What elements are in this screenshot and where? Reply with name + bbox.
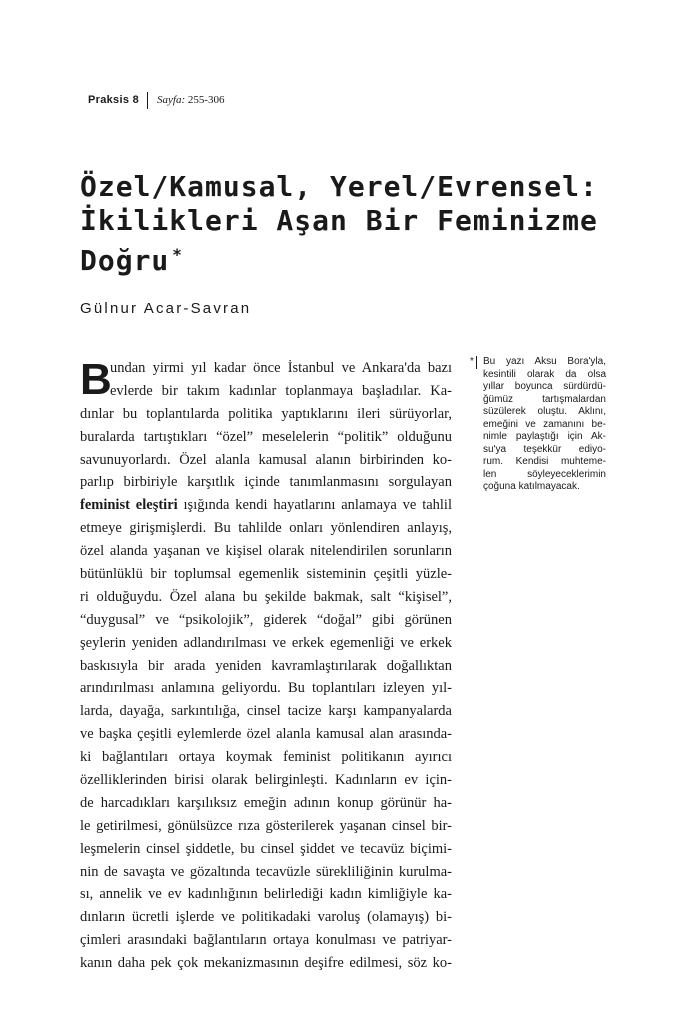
body-line-rest: ışığında kendi hayatlarını anlamaya ve tahlil: [177, 497, 452, 514]
footnote-marker: [470, 356, 477, 369]
article-title: [80, 170, 598, 278]
running-header: [88, 92, 225, 108]
body-line: leşmelerin cinsel şiddetle, bu cinsel şiddet ve tecavüz biçimi-: [80, 840, 452, 857]
body-line: savunuyorlardı. Özel alanla kamusal alanın birbirinden ko-: [80, 451, 452, 468]
footnote-asterisk: *: [470, 356, 474, 367]
footnote-bar: [476, 356, 477, 369]
page-range-value: 255-306: [187, 94, 225, 106]
body-line: sı, annelik ve ev kadınlığının belirlediği kadın kimliğiyle ka-: [80, 886, 452, 903]
body-line: kanın daha pek çok mekanizmasının deşifre edilmesi, söz ko-: [80, 955, 452, 972]
body-line: le getirilmesi, gönülsüzce rıza gösterilerek yaşanan cinsel bir-: [80, 817, 452, 834]
body-line: ri olduğuydu. Özel alana bu şekilde bakmak, salt “kişisel”,: [80, 588, 452, 605]
footnote-line: süzülerek oluştu. Aklını,: [483, 406, 606, 417]
page-range: [157, 94, 225, 106]
body-line: buralarda tartıştıkları “özel” meselelerin “politik” olduğunu: [80, 428, 452, 445]
title-line-1: Özel/Kamusal, Yerel/Evrensel:: [80, 170, 598, 203]
footnote-line: çoğuna katılmayacak.: [483, 481, 580, 492]
footnote-text: [470, 356, 606, 494]
body-line: parlıp birbiriyle karşıtlık içinde tanımlanmasını sorgulayan: [80, 474, 452, 491]
body-line: nin de savaşta ve gözaltında tecavüzle sürekliliğinin kurulma-: [80, 863, 452, 880]
body-line: çimleri arasındaki bağlantıların ortaya konulması ve patriyar-: [80, 932, 452, 949]
footnote-line: su'ya teşekkür ediyo-: [483, 443, 606, 455]
title-line-2: İkilikleri Aşan Bir Feminizme: [80, 204, 598, 237]
author-name: Gülnur Acar-Savran: [80, 300, 252, 317]
body-line: özelliklerinden birisi olarak belirginleşti. Kadınların ev için-: [80, 772, 452, 789]
body-line: özel alanda yaşanan ve kişisel olarak nitelendirilen sorunların: [80, 543, 452, 560]
header-separator: [147, 92, 148, 109]
body-line: baskısıyla bir arada yeniden kavramlaştırılarak doğallıktan: [80, 657, 452, 674]
footnote-line: Bu yazı Aksu Bora'yla,: [483, 356, 606, 367]
footnote-line: rum. Kendisi muhteme-: [483, 456, 606, 467]
footnote-line: emeğini ve zamanını be-: [483, 418, 606, 430]
body-line: dınlar bu toplantılarda politika yaptıklarını ileri sürüyorlar,: [80, 405, 452, 422]
bold-term: feminist eleştiri: [80, 497, 178, 514]
article-body: [80, 357, 452, 975]
drop-cap: B: [80, 355, 112, 404]
journal-name: Praksis 8: [88, 94, 140, 106]
body-line: arındırılması anlamına geliyordu. Bu toplantıları izleyen yıl-: [80, 680, 452, 697]
footnote-line: kesintili olarak da olsa: [483, 368, 606, 380]
body-line: larda, dayağa, sarkıntılığa, cinsel tacize karşı kampanyalarda: [80, 703, 452, 720]
footnote-line: nimle paylaştığı için Ak-: [483, 431, 606, 442]
body-line: ki bağlantıları ortaya koymak feminist politikanın ayırıcı: [80, 749, 452, 766]
body-line: undan yirmi yıl kadar önce İstanbul ve Ankara'da bazı: [110, 360, 452, 376]
page-range-label: Sayfa:: [157, 94, 186, 106]
body-line: “duygusal” ve “psikolojik”, giderek “doğal” gibi görünen: [80, 611, 452, 628]
title-line-3-text: Doğru: [80, 244, 170, 277]
body-line: ve başka çeşitli eylemlerde özel alanla kamusal alan arasında-: [80, 726, 452, 743]
body-line: bütünlüklü bir toplumsal egemenlik sisteminin çeşitli yüzle-: [80, 566, 452, 583]
body-line: de harcadıkları karşılıksız emeğin adının konup görünür ha-: [80, 794, 452, 811]
body-line: dınların ücretli işlerde ve politikadaki varoluş (olamayış) bi-: [80, 909, 452, 926]
body-line: etmeye girişmişlerdi. Bu tahlilde onları yönlendiren anlayış,: [80, 520, 452, 537]
body-line: [80, 494, 452, 517]
footnote: [470, 356, 606, 494]
body-line: şeylerin yeniden adlandırılması ve erkek egemenliği ve erkek: [80, 634, 452, 651]
footnote-line: ğümüz tartışmalardan: [483, 393, 606, 405]
footnote-line: yıllar boyunca sürdürdü-: [483, 381, 606, 392]
title-footnote-marker[interactable]: *: [172, 245, 183, 264]
title-line-3: [80, 238, 580, 278]
footnote-line: len söyleyeceklerimin: [483, 468, 606, 480]
body-line: evlerde bir takım kadınlar toplanmaya başladılar. Ka-: [110, 382, 452, 399]
body-rest-lines: [80, 517, 452, 975]
